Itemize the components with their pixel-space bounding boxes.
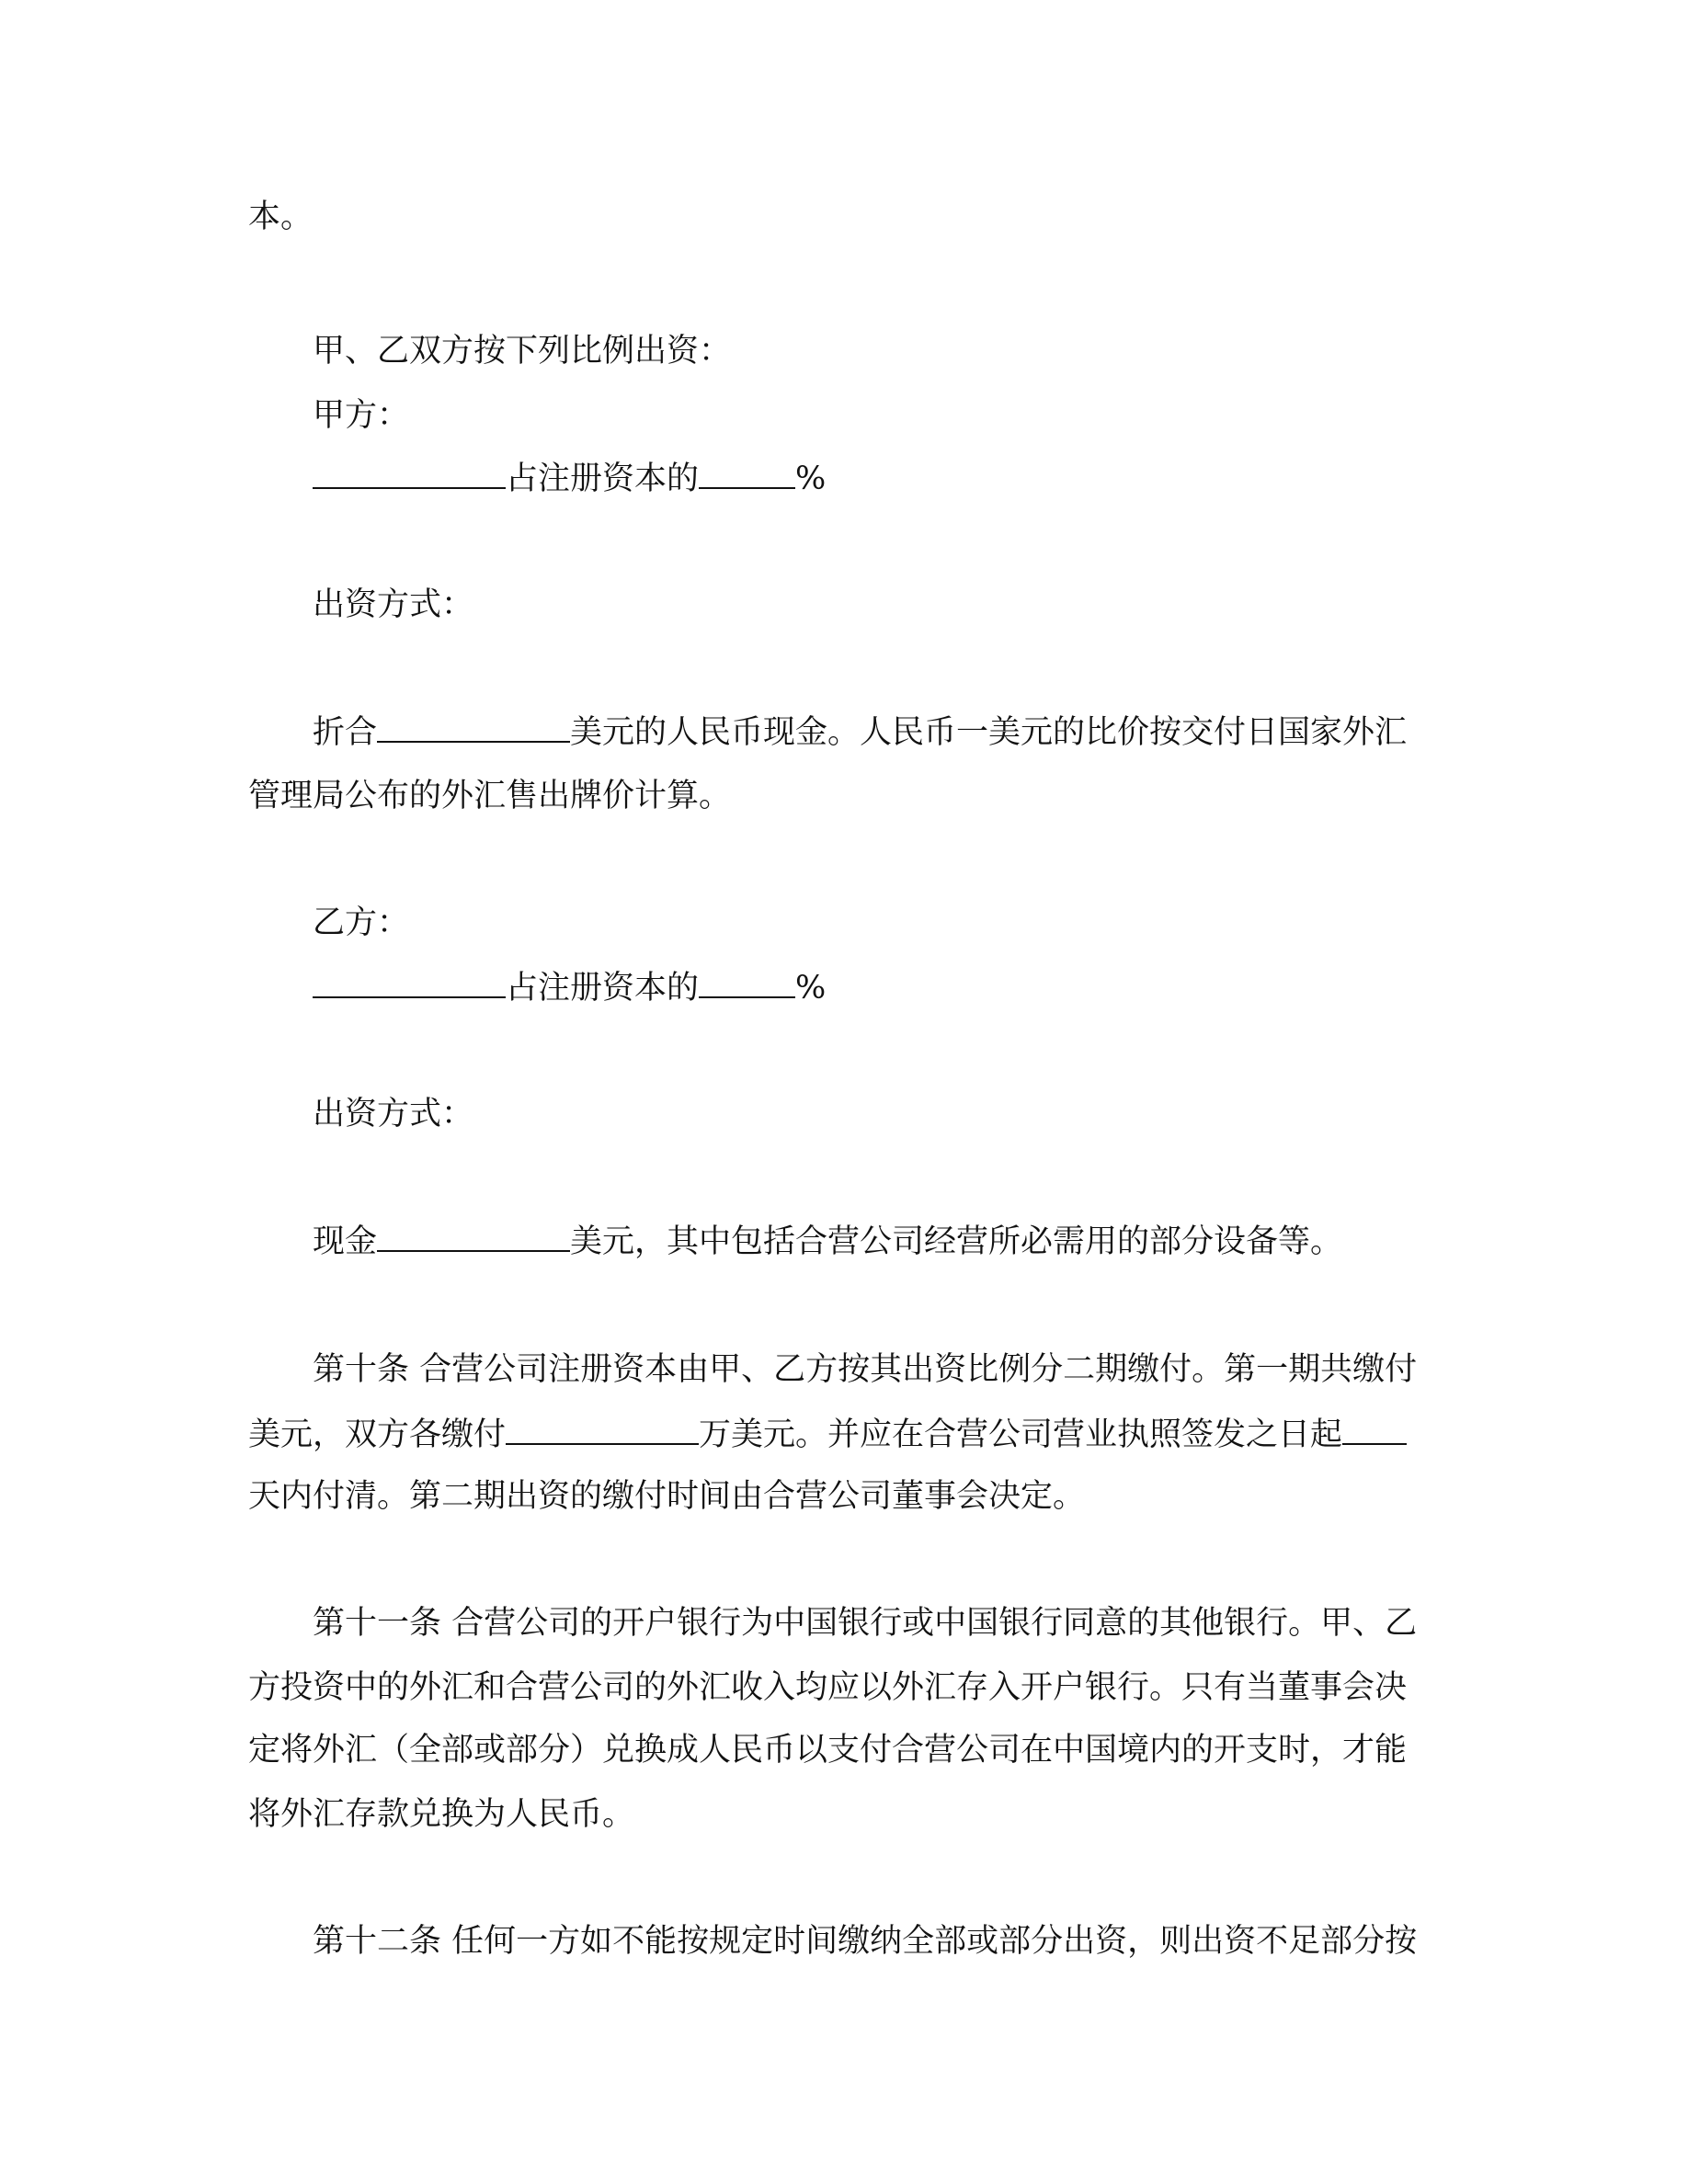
text-line [313, 393, 1443, 438]
text-span: 定将外汇（全部或部分）兑换成人民币以支付合营公司在中国境内的开支时，才能 [248, 1732, 1408, 1769]
text-line [248, 1474, 1443, 1519]
text-span: 第十二条 任何一方如不能按规定时间缴纳全部或部分出资，则出资不足部分按 [313, 1923, 1418, 1960]
fill-in-blank[interactable] [377, 710, 570, 743]
text-line [313, 329, 1443, 373]
text-span: 第十一条 合营公司的开户银行为中国银行或中国银行同意的其他银行。甲、乙 [313, 1605, 1418, 1642]
text-line [313, 1092, 1443, 1136]
text-span: 美元，其中包括合营公司经营所必需用的部分设备等。 [570, 1223, 1343, 1260]
text-line [313, 710, 1443, 755]
fill-in-blank[interactable] [377, 1219, 570, 1252]
text-line [313, 583, 1443, 627]
text-span: 万美元。并应在合营公司营业执照签发之日起 [699, 1416, 1343, 1453]
text-line [313, 1601, 1443, 1645]
text-span: 天内付清。第二期出资的缴付时间由合营公司董事会决定。 [248, 1478, 1086, 1515]
text-span: 占注册资本的 [506, 461, 700, 497]
text-line [313, 1219, 1443, 1264]
text-span: 管理局公布的外汇售出牌价计算。 [248, 778, 732, 814]
text-span: 美元的人民币现金。人民币一美元的比价按交付日国家外汇 [570, 714, 1408, 751]
fill-in-blank[interactable] [1342, 1412, 1407, 1445]
text-span: 出资方式： [313, 1096, 474, 1132]
text-span: 甲方： [313, 397, 410, 434]
fill-in-blank[interactable] [313, 965, 506, 998]
text-line [313, 901, 1443, 945]
text-line [248, 1412, 1443, 1457]
fill-in-blank[interactable] [699, 456, 795, 489]
text-span: 美元，双方各缴付 [248, 1416, 507, 1453]
text-line [313, 1348, 1443, 1392]
text-line [248, 1792, 1443, 1837]
text-span: 出资方式： [313, 586, 474, 623]
fill-in-blank[interactable] [506, 1412, 699, 1445]
text-line [248, 195, 1443, 239]
fill-in-blank[interactable] [699, 965, 795, 998]
text-span: 占注册资本的 [506, 970, 700, 1007]
text-line [248, 1728, 1443, 1772]
text-span: 本。 [248, 199, 314, 235]
text-span: 折合 [313, 714, 378, 751]
text-span: 第十条 合营公司注册资本由甲、乙方按其出资比例分二期缴付。第一期共缴付 [313, 1351, 1418, 1388]
text-span: % [795, 970, 827, 1007]
text-line [248, 774, 1443, 818]
fill-in-blank[interactable] [313, 456, 506, 489]
text-line [313, 965, 1443, 1010]
text-line [313, 456, 1443, 501]
text-span: 现金 [313, 1223, 378, 1260]
text-line [313, 1919, 1443, 1963]
text-span: 乙方： [313, 904, 410, 941]
text-span: 方投资中的外汇和合营公司的外汇收入均应以外汇存入开户银行。只有当董事会决 [248, 1669, 1408, 1706]
text-span: 将外汇存款兑换为人民币。 [248, 1796, 635, 1833]
text-span: 甲、乙双方按下列比例出资： [313, 333, 732, 370]
text-line [248, 1666, 1443, 1710]
text-span: % [795, 461, 827, 497]
